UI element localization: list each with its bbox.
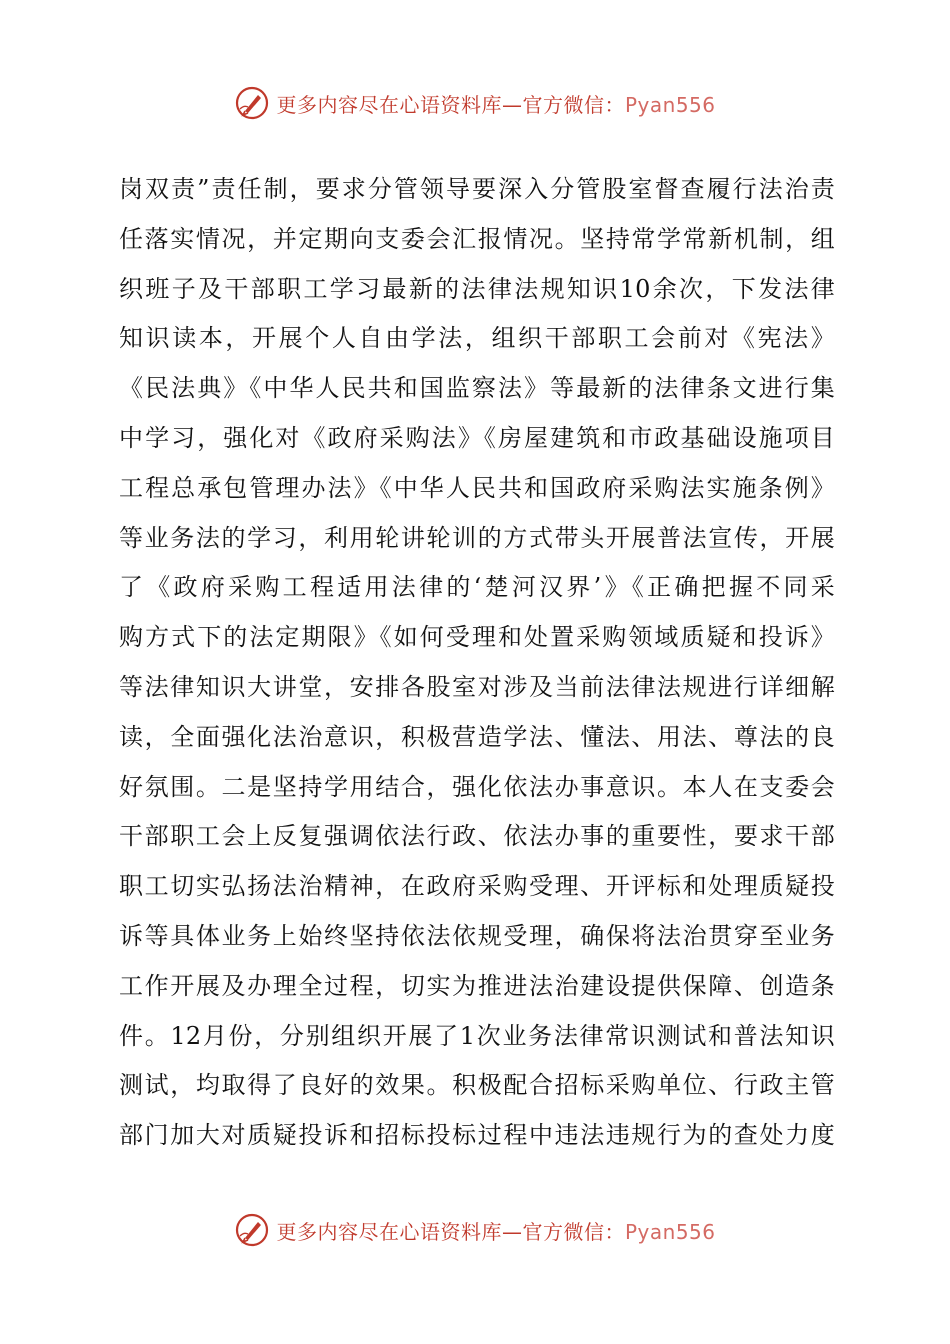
text-line: 好氛围。二是坚持学用结合，强化依法办事意识。本人在支委会 [119,772,835,801]
text-line: 工程总承包管理办法》《中华人民共和国政府采购法实施条例》 [119,473,835,502]
text-line: 等法律知识大讲堂，安排各股室对涉及当前法律法规进行详细解 [119,672,835,701]
document-body [119,165,835,1161]
text-line: 测试，均取得了良好的效果。积极配合招标采购单位、行政主管 [119,1071,835,1100]
pen-circle-logo-icon [234,1212,270,1248]
text-line: 职工切实弘扬法治精神，在政府采购受理、开评标和处理质疑投 [119,872,835,901]
text-line: 部门加大对质疑投诉和招标投标过程中违法违规行为的查处力度 [119,1121,835,1150]
footer-banner [0,1206,950,1254]
text-line: 读，全面强化法治意识，积极营造学法、懂法、用法、尊法的良 [119,722,835,751]
text-line: 织班子及干部职工学习最新的法律法规知识10余次，下发法律 [119,274,835,303]
pen-circle-logo-icon [234,85,270,121]
text-line: 《民法典》《中华人民共和国监察法》等最新的法律条文进行集 [119,374,835,403]
text-line: 岗双责”责任制，要求分管领导要深入分管股室督查履行法治责 [119,175,835,203]
banner-wechat-id: Pyan556 [624,92,716,117]
text-line: 了《政府采购工程适用法律的‘楚河汉界’》《正确把握不同采 [119,573,835,602]
text-line: 干部职工会上反复强调依法行政、依法办事的重要性，要求干部 [119,822,835,851]
text-line: 诉等具体业务上始终坚持依法依规受理，确保将法治贯穿至业务 [119,921,835,950]
header-banner [0,79,950,127]
text-line: 等业务法的学习，利用轮讲轮训的方式带头开展普法宣传，开展 [119,523,835,552]
text-line: 知识读本，开展个人自由学法，组织干部职工会前对《宪法》 [119,324,835,353]
banner-text [276,1216,715,1245]
text-line: 购方式下的法定期限》《如何受理和处置采购领域质疑和投诉》 [119,623,835,652]
text-line: 任落实情况，并定期向支委会汇报情况。坚持常学常新机制，组 [119,224,835,253]
text-line: 工作开展及办理全过程，切实为推进法治建设提供保障、创造条 [119,971,835,1000]
banner-promo-text: 更多内容尽在心语资料库—官方微信： [276,92,625,117]
text-line: 中学习，强化对《政府采购法》《房屋建筑和市政基础设施项目 [119,423,835,452]
text-line: 件。12月份，分别组织开展了1次业务法律常识测试和普法知识 [119,1021,835,1050]
banner-promo-text: 更多内容尽在心语资料库—官方微信： [276,1219,625,1244]
banner-text [276,89,715,118]
banner-wechat-id: Pyan556 [624,1219,716,1244]
